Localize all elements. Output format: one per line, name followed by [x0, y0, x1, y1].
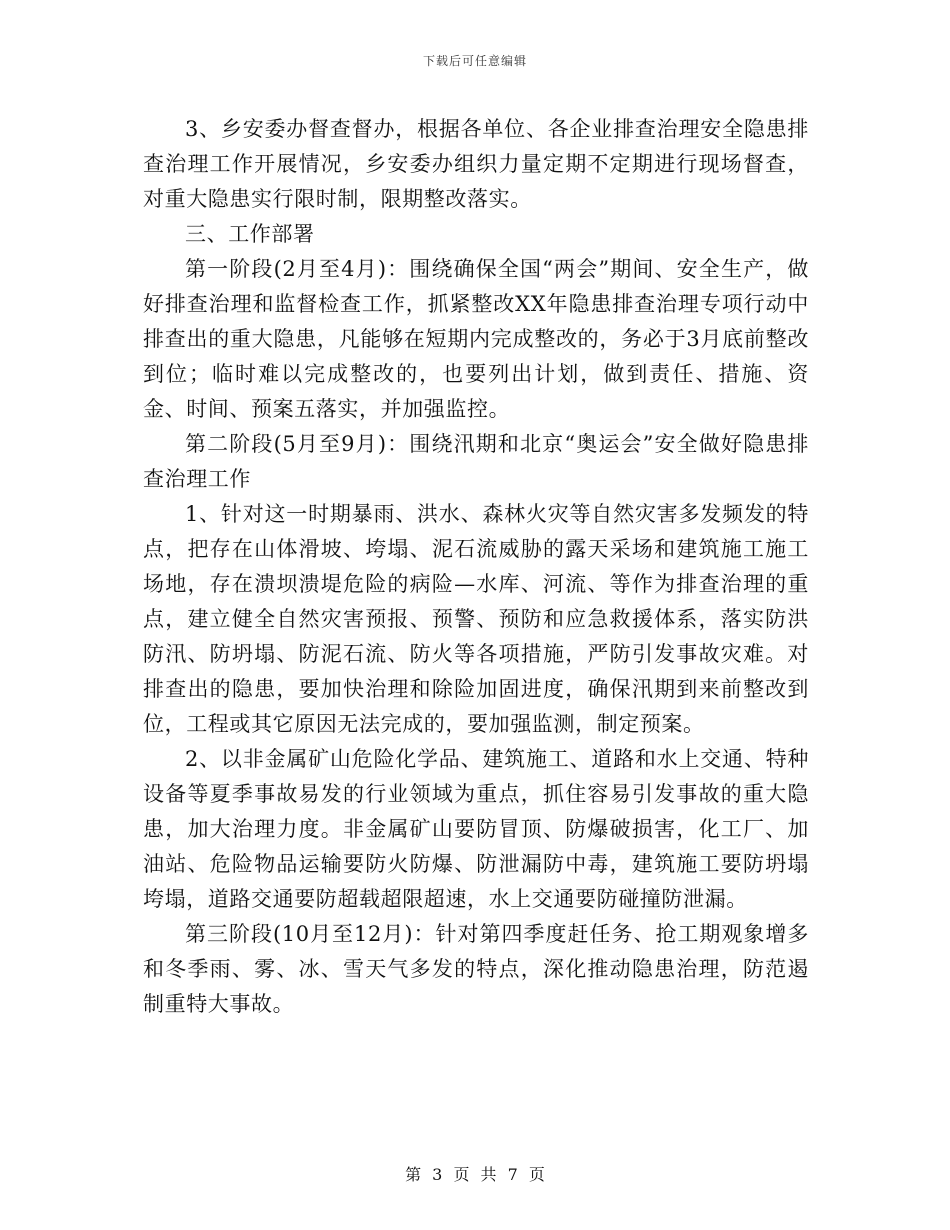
paragraph-phase-two-item-2: 2、以非金属矿山危险化学品、建筑施工、道路和水上交通、特种设备等夏季事故易发的行业领域为重点，抓住容易引发事故的重大隐患，加大治理力度。非金属矿山要防冒顶、防爆破损害，化工厂、加油站、危险物品运输要防火防爆、防泄漏防中毒，建筑施工要防坍塌垮塌，道路交通要防超载超限超速，水上交通要防碰撞防泄漏。 [143, 747, 809, 911]
document-body [143, 112, 809, 1022]
paragraph-phase-one: 第一阶段(2月至4月)：围绕确保全国“两会”期间、安全生产，做好排查治理和监督检查工作，抓紧整改XX年隐患排查治理专项行动中排查出的重大隐患，凡能够在短期内完成整改的，务必于3月底前整改到位；临时难以完成整改的，也要列出计划，做到责任、措施、资金、时间、预案五落实，并加强监控。 [143, 257, 809, 421]
page-header: 下载后可任意编辑 [422, 54, 527, 68]
section-heading-work-plan: 三、工作部署 [185, 222, 315, 246]
page-footer: 第 3 页 共 7 页 [405, 1165, 545, 1184]
paragraph-supervision: 3、乡安委办督查督办，根据各单位、各企业排查治理安全隐患排查治理工作开展情况，乡安委办组织力量定期不定期进行现场督查，对重大隐患实行限时制，限期整改落实。 [143, 117, 809, 211]
paragraph-phase-three: 第三阶段(10月至12月)：针对第四季度赶任务、抢工期观象增多和冬季雨、雾、冰、雪天气多发的特点，深化推动隐患治理，防范遏制重特大事故。 [143, 922, 809, 1016]
paragraph-phase-two-item-1: 1、针对这一时期暴雨、洪水、森林火灾等自然灾害多发频发的特点，把存在山体滑坡、垮塌、泥石流威胁的露天采场和建筑施工施工场地，存在溃坝溃堤危险的病险—水库、河流、等作为排查治理的重点，建立健全自然灾害预报、预警、预防和应急救援体系，落实防洪防汛、防坍塌、防泥石流、防火等各项措施，严防引发事故灾难。对排查出的隐患，要加快治理和除险加固进度，确保汛期到来前整改到位，工程或其它原因无法完成的，要加强监测，制定预案。 [143, 502, 809, 736]
paragraph-phase-two: 第二阶段(5月至9月)：围绕汛期和北京“奥运会”安全做好隐患排查治理工作 [143, 432, 809, 491]
